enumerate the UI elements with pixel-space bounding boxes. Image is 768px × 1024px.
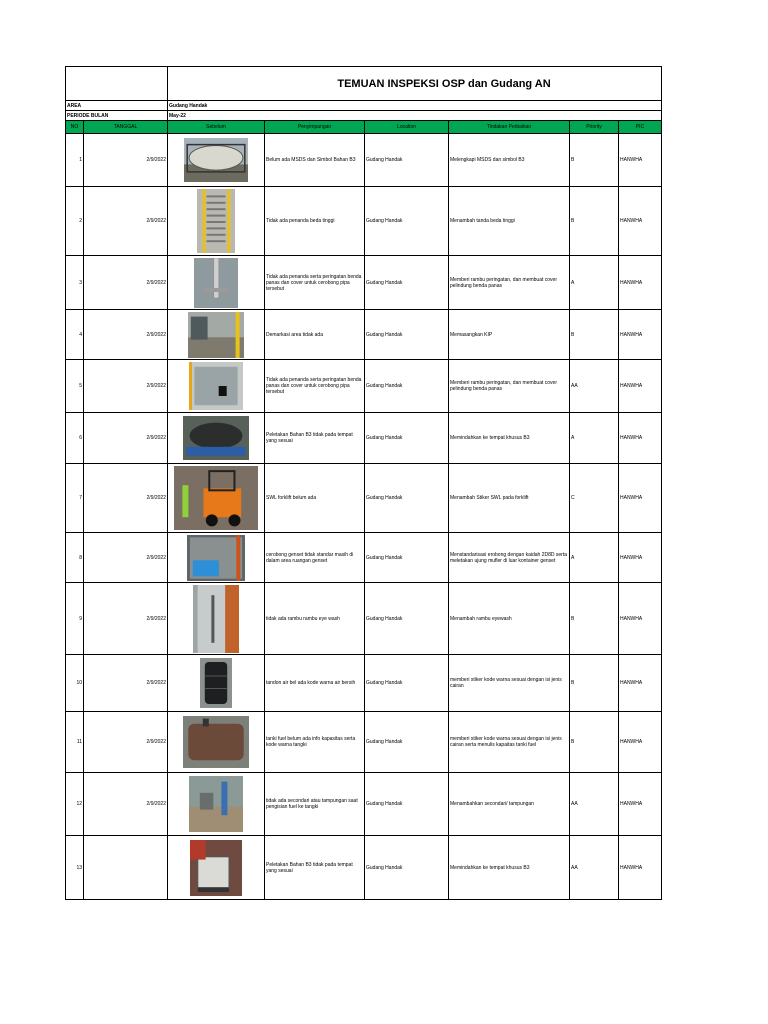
periode-row <box>66 111 662 121</box>
priority-cell: B <box>570 310 619 360</box>
priority-cell: AA <box>570 773 619 836</box>
location-cell: Gudang Handak <box>365 773 449 836</box>
pic-cell: HANWHA <box>619 655 662 712</box>
header-row <box>66 121 662 134</box>
tindakan-cell: Memberi rambu peringatan, dan membuat cover pelindung benda panas <box>449 256 570 310</box>
b3-waste-photo <box>183 416 249 460</box>
tank-container-photo <box>184 138 248 182</box>
pic-cell: HANWHA <box>619 533 662 583</box>
tanggal-cell: 2/9/2022 <box>84 310 168 360</box>
tindakan-cell: Memindahkan ke tempat khusus B3 <box>449 836 570 900</box>
table-row <box>66 413 662 464</box>
location-cell: Gudang Handak <box>365 187 449 256</box>
photo-cell <box>168 187 265 256</box>
tindakan-cell: Menambahkan secondari/ tampungan <box>449 773 570 836</box>
no-cell: 2 <box>66 187 84 256</box>
table-row <box>66 533 662 583</box>
tanggal-cell: 2/9/2022 <box>84 583 168 655</box>
exhaust-pipe-photo <box>194 258 238 308</box>
area-row <box>66 101 662 111</box>
pic-cell: HANWHA <box>619 464 662 533</box>
pic-cell: HANWHA <box>619 310 662 360</box>
photo-cell <box>168 655 265 712</box>
header-tindakan: Tindakan Perbaikan <box>449 121 570 134</box>
tanggal-cell: 2/9/2022 <box>84 187 168 256</box>
penyimpangan-cell: Belum ada MSDS dan Simbol Bahan B3 <box>265 134 365 187</box>
no-cell: 9 <box>66 583 84 655</box>
penyimpangan-cell: Demarkasi area tidak ada <box>265 310 365 360</box>
fuel-tank-photo <box>183 716 249 768</box>
photo-cell <box>168 533 265 583</box>
table-row <box>66 712 662 773</box>
priority-cell: A <box>570 533 619 583</box>
tanggal-cell: 2/9/2022 <box>84 712 168 773</box>
photo-cell <box>168 310 265 360</box>
periode-value: May-22 <box>168 111 662 121</box>
penyimpangan-cell: Peletakan Bahan B3 tidak pada tempat yang sesuai <box>265 836 365 900</box>
hot-pipe-photo <box>189 362 243 410</box>
no-cell: 4 <box>66 310 84 360</box>
header-tanggal: TANGGAL <box>84 121 168 134</box>
penyimpangan-cell: tandon air bel ada kode warna air bersih <box>265 655 365 712</box>
priority-cell: C <box>570 464 619 533</box>
photo-cell <box>168 836 265 900</box>
penyimpangan-cell: SWL forklift belum ada <box>265 464 365 533</box>
area-label: AREA <box>66 101 168 111</box>
priority-cell: B <box>570 134 619 187</box>
pic-cell: HANWHA <box>619 712 662 773</box>
penyimpangan-cell: Tidak ada penanda serta peringatan benda panas dan cover untuk cerobong pipa tersebut <box>265 360 365 413</box>
periode-label: PERIODE BULAN <box>66 111 168 121</box>
location-cell: Gudang Handak <box>365 583 449 655</box>
tanggal-cell <box>84 836 168 900</box>
photo-cell <box>168 256 265 310</box>
photo-cell <box>168 134 265 187</box>
location-cell: Gudang Handak <box>365 712 449 773</box>
area-value: Gudang Handak <box>168 101 662 111</box>
pic-cell: HANWHA <box>619 583 662 655</box>
location-cell: Gudang Handak <box>365 256 449 310</box>
table-row <box>66 836 662 900</box>
table-row <box>66 187 662 256</box>
genset-container-photo <box>187 535 245 581</box>
priority-cell: A <box>570 413 619 464</box>
sheet-title: TEMUAN INSPEKSI OSP dan Gudang AN <box>168 67 662 101</box>
header-pic: PIC <box>619 121 662 134</box>
pic-cell: HANWHA <box>619 773 662 836</box>
water-tank-photo <box>200 658 232 708</box>
header-no: NO <box>66 121 84 134</box>
tindakan-cell: Menambah rambu eyewash <box>449 583 570 655</box>
tindakan-cell: Menambah tanda beda tinggi <box>449 187 570 256</box>
priority-cell: B <box>570 187 619 256</box>
header-penyimpangan: Penyimpangan <box>265 121 365 134</box>
location-cell: Gudang Handak <box>365 655 449 712</box>
tindakan-cell: Menambah Stiker SWL pada forklift <box>449 464 570 533</box>
location-cell: Gudang Handak <box>365 413 449 464</box>
table-row <box>66 773 662 836</box>
location-cell: Gudang Handak <box>365 533 449 583</box>
no-cell: 1 <box>66 134 84 187</box>
penyimpangan-cell: tidak ada secondari atau tampungan saat pengisian fuel ke tangki <box>265 773 365 836</box>
title-row <box>66 67 662 101</box>
penyimpangan-cell: Tidak ada penanda serta peringatan benda panas dan cover untuk cerobong pipa tersebut <box>265 256 365 310</box>
eye-wash-photo <box>193 585 239 653</box>
tanggal-cell: 2/9/2022 <box>84 134 168 187</box>
penyimpangan-cell: tanki fuel belum ada info kapasitas serta kode warna tangki <box>265 712 365 773</box>
pic-cell: HANWHA <box>619 360 662 413</box>
location-cell: Gudang Handak <box>365 836 449 900</box>
location-cell: Gudang Handak <box>365 464 449 533</box>
photo-cell <box>168 464 265 533</box>
header-location: Location <box>365 121 449 134</box>
header-priority: Priority <box>570 121 619 134</box>
location-cell: Gudang Handak <box>365 310 449 360</box>
no-cell: 12 <box>66 773 84 836</box>
tindakan-cell: Melengkapi MSDS dan simbol B3 <box>449 134 570 187</box>
tanggal-cell: 2/9/2022 <box>84 360 168 413</box>
penyimpangan-cell: Tidak ada penanda beda tinggi <box>265 187 365 256</box>
header-sebelum: Sebelum <box>168 121 265 134</box>
tanggal-cell: 2/9/2022 <box>84 464 168 533</box>
area-demarcation-photo <box>188 312 244 358</box>
no-cell: 6 <box>66 413 84 464</box>
penyimpangan-cell: Peletakan Bahan B3 tidak pada tempat yang sesuai <box>265 413 365 464</box>
priority-cell: B <box>570 583 619 655</box>
forklift-photo <box>174 466 258 530</box>
logo-cell <box>66 67 168 101</box>
table-row <box>66 360 662 413</box>
photo-cell <box>168 413 265 464</box>
photo-cell <box>168 583 265 655</box>
tanggal-cell: 2/9/2022 <box>84 655 168 712</box>
tindakan-cell: Memindahkan ke tempat khusus B3 <box>449 413 570 464</box>
table-row <box>66 464 662 533</box>
pic-cell: HANWHA <box>619 134 662 187</box>
table-row <box>66 310 662 360</box>
tanggal-cell: 2/9/2022 <box>84 773 168 836</box>
table-row <box>66 655 662 712</box>
tindakan-cell: memberi stiker kode warna sesuai dengan isi jenis cairan <box>449 655 570 712</box>
pic-cell: HANWHA <box>619 836 662 900</box>
ibc-tank-photo <box>190 840 242 896</box>
priority-cell: AA <box>570 836 619 900</box>
inspection-table <box>65 66 662 900</box>
tindakan-cell: Memasangkan KIP <box>449 310 570 360</box>
tanggal-cell: 2/9/2022 <box>84 533 168 583</box>
stairs-photo <box>197 189 235 253</box>
tindakan-cell: memberi stiker kode warna sesuai dengan isi jenis cairan serta menulis kapaitas tanki fuel <box>449 712 570 773</box>
fuel-refill-photo <box>189 776 243 832</box>
table-row <box>66 134 662 187</box>
tanggal-cell: 2/9/2022 <box>84 413 168 464</box>
table-row <box>66 256 662 310</box>
table-row <box>66 583 662 655</box>
priority-cell: AA <box>570 360 619 413</box>
tindakan-cell: Menstandarisasi erobong dengan kaidah 2D8D serta meletakan ujung mufler di luar kontainer genset <box>449 533 570 583</box>
priority-cell: A <box>570 256 619 310</box>
photo-cell <box>168 773 265 836</box>
tanggal-cell: 2/9/2022 <box>84 256 168 310</box>
pic-cell: HANWHA <box>619 413 662 464</box>
photo-cell <box>168 360 265 413</box>
tindakan-cell: Memberi rambu peringatan, dan membuat cover pelindung benda panas <box>449 360 570 413</box>
no-cell: 13 <box>66 836 84 900</box>
priority-cell: B <box>570 712 619 773</box>
photo-cell <box>168 712 265 773</box>
penyimpangan-cell: cerobong genset tidak standar masih di dalam area ruangan genset <box>265 533 365 583</box>
no-cell: 3 <box>66 256 84 310</box>
pic-cell: HANWHA <box>619 256 662 310</box>
priority-cell: B <box>570 655 619 712</box>
location-cell: Gudang Handak <box>365 360 449 413</box>
penyimpangan-cell: tidak ada rambu rambu eye wash <box>265 583 365 655</box>
no-cell: 7 <box>66 464 84 533</box>
no-cell: 11 <box>66 712 84 773</box>
no-cell: 5 <box>66 360 84 413</box>
no-cell: 8 <box>66 533 84 583</box>
location-cell: Gudang Handak <box>365 134 449 187</box>
no-cell: 10 <box>66 655 84 712</box>
pic-cell: HANWHA <box>619 187 662 256</box>
